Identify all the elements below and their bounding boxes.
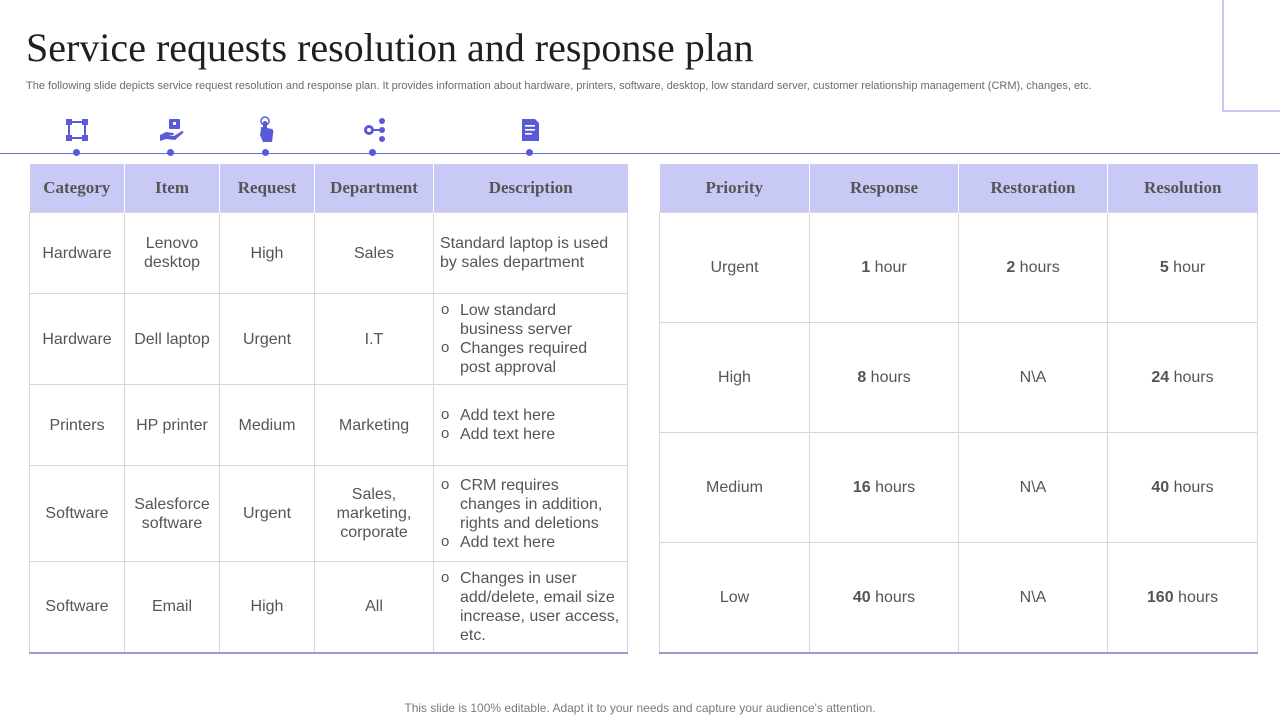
category-cell: Printers [30,385,125,466]
description-bullet: o Changes in user add/delete, email size increase, user access, etc. [440,569,621,645]
table-row [30,385,628,466]
description-cell [434,213,628,294]
request-cell: Medium [220,385,315,466]
restoration-cell: N\A [959,323,1108,433]
priority-cell: Medium [660,433,810,543]
marker-dot [73,149,80,156]
description-bullet: o Low standard business server [440,301,621,339]
resolution-cell: 24 hours [1108,323,1258,433]
marker-dot [369,149,376,156]
column-header: Description [434,164,628,213]
table-header-row [30,164,628,213]
restoration-cell: N\A [959,433,1108,543]
document-icon [516,116,544,144]
table-row [30,562,628,653]
column-header: Resolution [1108,164,1258,213]
item-cell: Dell laptop [125,294,220,385]
service-request-table [29,164,628,654]
column-header: Priority [660,164,810,213]
table-row [660,433,1258,543]
description-text: Standard laptop is used by sales department [440,235,609,271]
item-cell: HP printer [125,385,220,466]
department-cell: I.T [315,294,434,385]
description-cell [434,385,628,466]
department-cell: Sales, marketing, corporate [315,466,434,562]
priority-cell: High [660,323,810,433]
resolution-cell: 40 hours [1108,433,1258,543]
column-header: Restoration [959,164,1108,213]
department-cell: Sales [315,213,434,294]
column-header: Response [810,164,959,213]
item-cell: Email [125,562,220,653]
resolution-cell: 160 hours [1108,543,1258,653]
request-cell: High [220,213,315,294]
column-header: Request [220,164,315,213]
settings-flow-icon [360,116,388,144]
touch-hand-icon [252,116,280,144]
priority-cell: Urgent [660,213,810,323]
item-cell: Salesforce software [125,466,220,562]
marker-dot [167,149,174,156]
request-cell: Urgent [220,294,315,385]
restoration-cell: N\A [959,543,1108,653]
description-bullet: o Add text here [440,425,621,444]
category-cell: Software [30,562,125,653]
description-bullet: o CRM requires changes in addition, rights and deletions [440,476,621,533]
table-row [30,294,628,385]
page-title: Service requests resolution and response plan [26,25,754,70]
footer-note: This slide is 100% editable. Adapt it to your needs and capture your audience's attention. [404,701,876,715]
description-bullet: o Add text here [440,533,621,552]
response-cell: 1 hour [810,213,959,323]
column-header: Department [315,164,434,213]
corner-decoration [1222,0,1280,112]
category-cell: Software [30,466,125,562]
marker-dot [262,149,269,156]
hand-box-icon [158,116,186,144]
divider-line [0,153,1280,154]
table-row [30,466,628,562]
table-row [30,213,628,294]
department-cell: Marketing [315,385,434,466]
request-cell: Urgent [220,466,315,562]
description-bullet: o Add text here [440,406,621,425]
priority-response-table [659,164,1258,654]
marker-dot [526,149,533,156]
request-cell: High [220,562,315,653]
response-cell: 16 hours [810,433,959,543]
description-cell [434,466,628,562]
department-cell: All [315,562,434,653]
response-cell: 40 hours [810,543,959,653]
priority-cell: Low [660,543,810,653]
restoration-cell: 2 hours [959,213,1108,323]
description-bullet: o Changes required post approval [440,339,621,377]
category-cell: Hardware [30,294,125,385]
category-cell: Hardware [30,213,125,294]
column-header: Category [30,164,125,213]
network-nodes-icon [63,116,91,144]
table-row [660,213,1258,323]
response-cell: 8 hours [810,323,959,433]
description-cell [434,294,628,385]
table-row [660,323,1258,433]
resolution-cell: 5 hour [1108,213,1258,323]
column-header: Item [125,164,220,213]
page-subtitle: The following slide depicts service request resolution and response plan. It provides information about hardware, printers, software, desktop, low standard server, customer relationship management (CRM), changes, etc. [26,80,1092,92]
table-row [660,543,1258,653]
item-cell: Lenovo desktop [125,213,220,294]
table-header-row [660,164,1258,213]
description-cell [434,562,628,653]
